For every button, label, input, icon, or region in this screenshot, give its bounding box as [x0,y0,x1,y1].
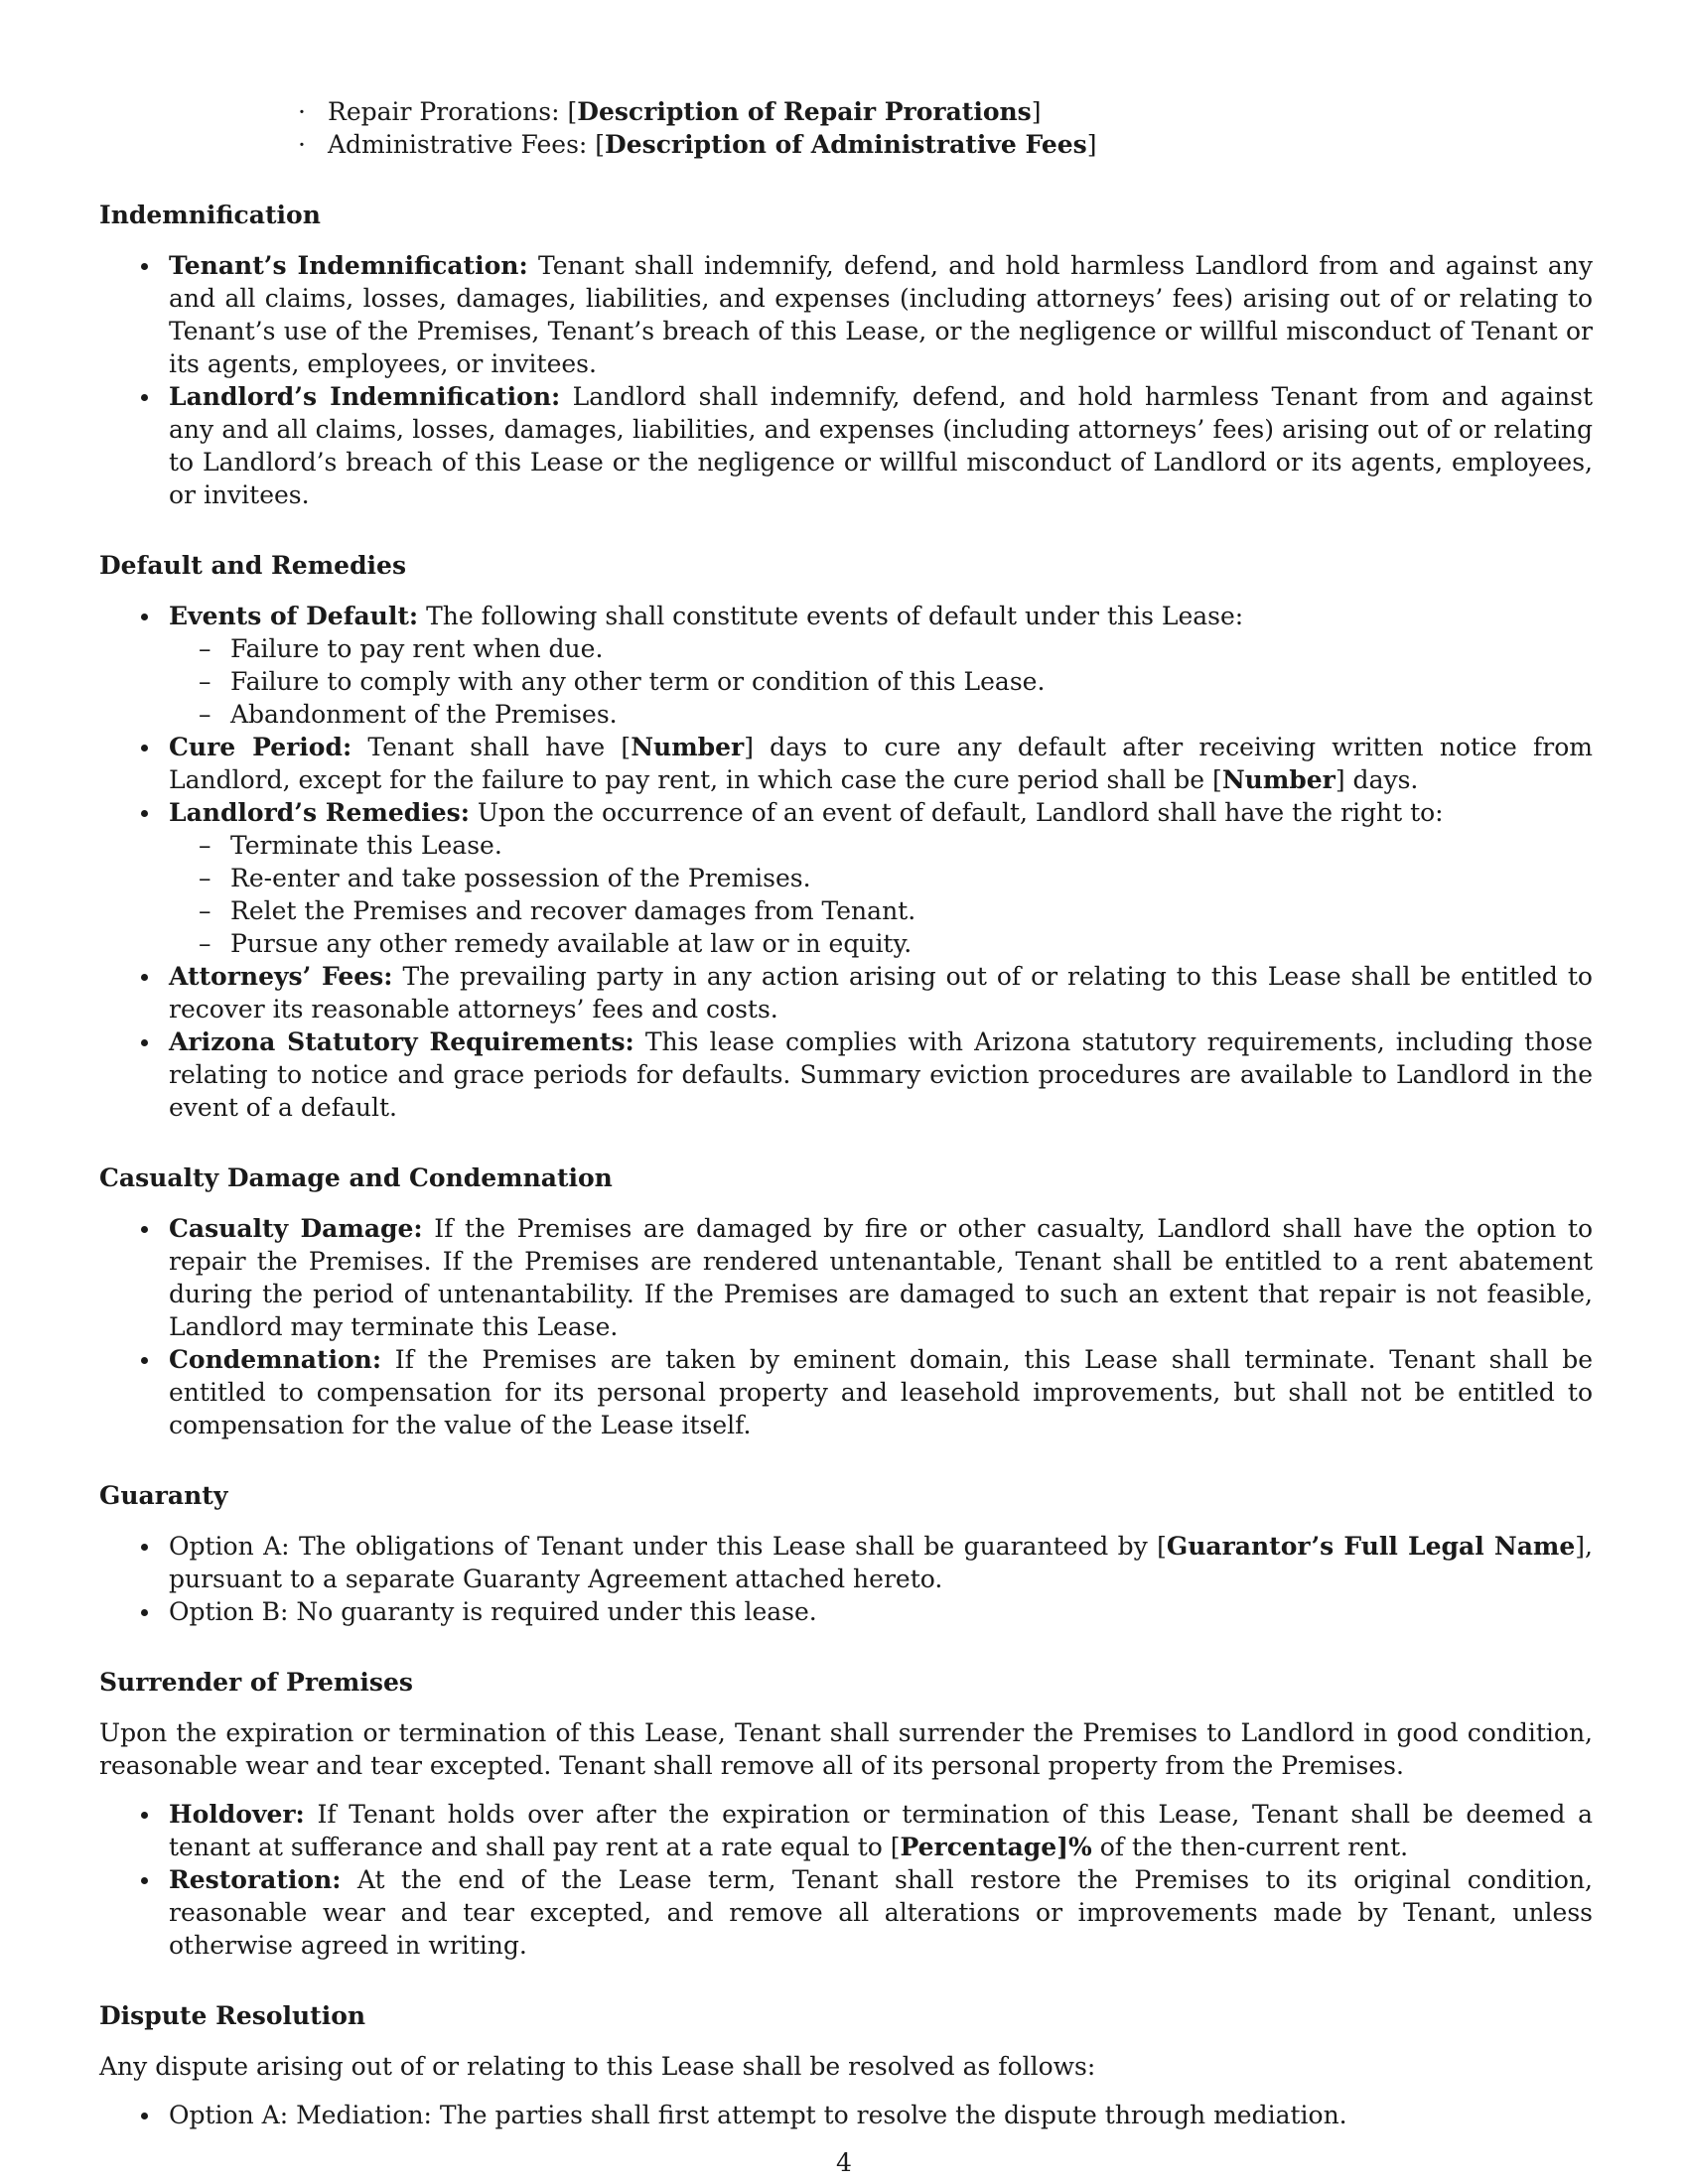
default-list [99,600,1593,1124]
remedies-sublist [169,829,1593,960]
list-item: Option A: The obligations of Tenant under this Lease shall be guaranteed by [Guarantor’s Full Legal Name], pursuant to a separate Guaranty Agreement attached hereto. [99,1530,1593,1595]
list-item: Events of Default: The following shall constitute events of default under this Lease: – Failure to pay rent when due. – Failure to comply with any other term or condition of this Lease. – Abandonment of the Premises. [99,600,1593,731]
section-heading-casualty: Casualty Damage and Condemnation [99,1163,613,1192]
placeholder-field: Description of Repair Prorations [577,97,1032,126]
list-item: Tenant’s Indemnification: Tenant shall indemnify, defend, and hold harmless Landlord from and against any and all claims, losses, damages, liabilities, and expenses (including attorneys’ fees) arising out of or relating to Tenant’s use of the Premises, Tenant’s breach of this Lease, or the negligence or willful misconduct of Tenant or its agents, employees, or invitees. [99,249,1593,380]
list-item: Landlord’s Remedies: Upon the occurrence of an event of default, Landlord shall have the right to: – Terminate this Lease. – Re-enter and take possession of the Premises. – Relet the Premises and recover damages from Tenant. – Pursue any other remedy available at law or in equity. [99,796,1593,960]
list-item: Landlord’s Indemnification: Landlord shall indemnify, defend, and hold harmless Tenant from and against any and all claims, losses, damages, liabilities, and expenses (including attorneys’ fees) arising out of or relating to Landlord’s breach of this Lease or the negligence or willful misconduct of Landlord or its agents, employees, or invitees. [99,380,1593,511]
placeholder-field: Description of Administrative Fees [605,130,1087,159]
section-heading-guaranty: Guaranty [99,1481,228,1510]
list-item: Condemnation: If the Premises are taken by eminent domain, this Lease shall terminate. Tenant shall be entitled to compensation for its personal property and leasehold improvements, but shall not be entitled to compensation for the value of the Lease itself. [99,1343,1593,1441]
sub-list-item: – Terminate this Lease. [199,829,1593,862]
document-page [99,95,1593,2131]
proration-list [298,95,1593,161]
events-sublist [169,632,1593,731]
sub-list-item: – Relet the Premises and recover damages from Tenant. [199,894,1593,927]
section-heading-default: Default and Remedies [99,551,407,580]
sub-list-item: – Abandonment of the Premises. [199,698,1593,731]
placeholder-field: Number [1221,765,1336,794]
list-item: · Administrative Fees: [Description of Administrative Fees] [298,128,1593,161]
list-item: Cure Period: Tenant shall have [Number] days to cure any default after receiving written notice from Landlord, except for the failure to pay rent, in which case the cure period shall be [Number] days. [99,731,1593,796]
indemnification-list [99,249,1593,511]
list-item: Option A: Mediation: The parties shall first attempt to resolve the dispute through mediation. [99,2099,1593,2131]
section-heading-dispute: Dispute Resolution [99,2001,366,2030]
page-number: 4 [836,2148,852,2177]
guaranty-list [99,1530,1593,1628]
surrender-paragraph: Upon the expiration or termination of this Lease, Tenant shall surrender the Premises to Landlord in good condition, reasonable wear and tear excepted. Tenant shall remove all of its personal property from the Premises. [99,1718,1593,1780]
sub-list-item: – Pursue any other remedy available at law or in equity. [199,927,1593,960]
casualty-list [99,1212,1593,1441]
list-item: Restoration: At the end of the Lease term, Tenant shall restore the Premises to its original condition, reasonable wear and tear excepted, and remove all alterations or improvements made by Tenant, unless otherwise agreed in writing. [99,1863,1593,1962]
sub-list-item: – Failure to pay rent when due. [199,632,1593,665]
placeholder-field: Percentage [900,1833,1057,1861]
surrender-list [99,1798,1593,1962]
sub-list-item: – Failure to comply with any other term or condition of this Lease. [199,665,1593,698]
list-item: Arizona Statutory Requirements: This lease complies with Arizona statutory requirements, including those relating to notice and grace periods for defaults. Summary eviction procedures are available to Landlord in the event of a default. [99,1025,1593,1124]
list-item: Option B: No guaranty is required under this lease. [99,1595,1593,1628]
placeholder-field: Number [631,733,745,761]
sub-list-item: – Re-enter and take possession of the Premises. [199,862,1593,894]
list-item: Attorneys’ Fees: The prevailing party in any action arising out of or relating to this Lease shall be entitled to recover its reasonable attorneys’ fees and costs. [99,960,1593,1025]
list-item: Casualty Damage: If the Premises are damaged by fire or other casualty, Landlord shall have the option to repair the Premises. If the Premises are rendered untenantable, Tenant shall be entitled to a rent abatement during the period of untenantability. If the Premises are damaged to such an extent that repair is not feasible, Landlord may terminate this Lease. [99,1212,1593,1343]
section-heading-indemnification: Indemnification [99,201,321,229]
dispute-list [99,2099,1593,2131]
list-item: · Repair Prorations: [Description of Repair Prorations] [298,95,1593,128]
section-heading-surrender: Surrender of Premises [99,1668,413,1697]
placeholder-field: Guarantor’s Full Legal Name [1166,1532,1576,1561]
dispute-paragraph: Any dispute arising out of or relating to this Lease shall be resolved as follows: [99,2052,1096,2081]
list-item: Holdover: If Tenant holds over after the expiration or termination of this Lease, Tenant shall be deemed a tenant at sufferance and shall pay rent at a rate equal to [Percentage]% of the then-current rent. [99,1798,1593,1863]
